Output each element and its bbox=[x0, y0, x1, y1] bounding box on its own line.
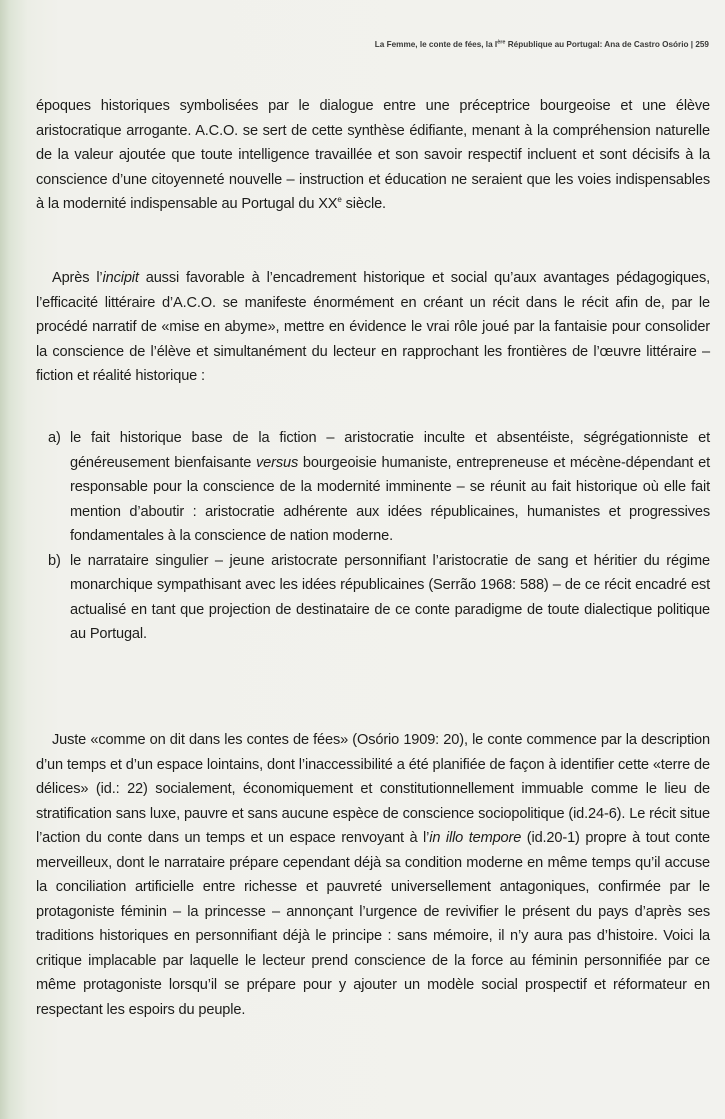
paragraph-2: Après l’incipit aussi favorable à l’encadrement historique et social qu’aux avantages pédagogiques, l’efficacité littéraire d’A.C.O. se manifeste énormément en créant un récit dans le récit afin de, par le procédé narratif de «mise en abyme», mettre en évidence le vrai rôle joué par la fantaisie pour consolider la conscience de l’élève et simultanément du lecteur en rapprochant les frontières de l’œuvre littéraire – fiction et réalité historique : bbox=[36, 270, 710, 384]
running-head-title: La Femme, le conte de fées, la Ière République au Portugal: Ana de Castro Osório bbox=[374, 39, 689, 49]
list-item-b: b) le narrataire singulier – jeune aristocrate personnifiant l’aristocratie de sang et héritier du régime monarchique sympathisant avec les idées républicaines (Serrão 1968: 588) – de ce récit encadré est actualisé en tant que projection de destinataire de ce conte paradigme de toute dialectique politique au Portugal. bbox=[48, 549, 710, 647]
page-number: 259 bbox=[695, 40, 709, 49]
list-item-a: a) le fait historique base de la fiction – aristocratie inculte et absentéiste, ségrégationniste et généreusement bienfaisante versus bourgeoisie humaniste, entrepreneuse et mécène-dépendant et responsable pour la conscience de la modernité imminente – se réunit au fait historique où elle fait mention d’aboutir : aristocratie adhérente aux idées républicaines, humanistes et progressives fondamentales à la conscience de nation moderne. bbox=[48, 426, 710, 549]
paragraph-1: époques historiques symbolisées par le dialogue entre une préceptrice bourgeoise et une élève aristocratique arrogante. A.C.O. se sert de cette synthèse édifiante, menant à la compréhension naturelle de la valeur ajoutée que toute intelligence travaillée et son savoir respectif incluent et sont décisifs à la conscience d’une citoyenneté nouvelle – instruction et éducation ne seraient que les voies indispensables à la modernité indispensable au Portugal du XXe siècle. bbox=[36, 98, 710, 212]
running-head-separator: | bbox=[688, 40, 696, 49]
enumerated-list bbox=[48, 426, 710, 647]
list-marker-a: a) bbox=[48, 430, 61, 446]
paragraph-3: Juste «comme on dit dans les contes de fées» (Osório 1909: 20), le conte commence par la description d’un temps et d’un espace lointains, dont l’inaccessibilité a été planifiée de façon à identifier cette «terre de délices» (id.: 22) socialement, économiquement et constitutionnellement immuable comme le lieu de stratification sans luxe, pauvre et sans aucune espèce de conscience sociopolitique (id.24-6). Le récit situe l’action du conte dans un temps et un espace renvoyant à l’in illo tempore (id.20-1) propre à tout conte merveilleux, dont le narrataire prépare cependant déjà sa condition moderne en même temps qu’il accuse la conciliation artificielle entre richesse et pauvreté universellement antagoniques, confirmée par le protagoniste féminin – la princesse – annonçant l’urgence de revivifier le présent du pays d’après ses traditions historiques en personnifiant déjà le principe : sans mémoire, il n’y aura pas d’histoire. Voici la critique implacable par laquelle le lecteur prend conscience de la force au féminin personnifiée par ce même protagoniste lorsqu’il se prépare pour y ajouter un modèle social prospectif et réformateur en respectant les espoirs du peuple. bbox=[36, 732, 710, 1018]
running-head bbox=[375, 40, 709, 49]
list-marker-b: b) bbox=[48, 552, 61, 569]
